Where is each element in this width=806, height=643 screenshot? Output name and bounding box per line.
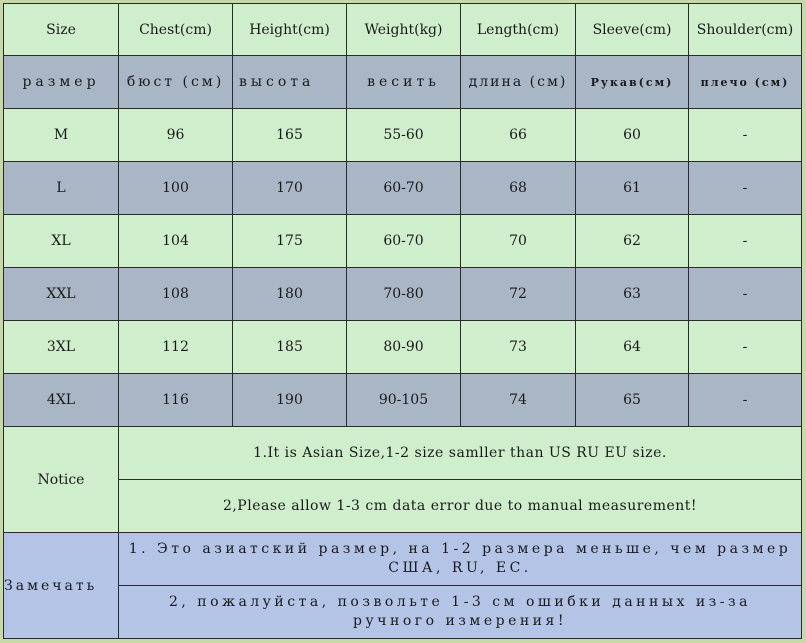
header-chest: Chest(cm) [119, 4, 233, 56]
cell-weight: 70-80 [347, 268, 461, 321]
notice-ru-line-2: 2, пожалуйста, позвольте 1-3 см ошибки данных из-за ручного измерения! [119, 586, 802, 639]
table-row [4, 215, 802, 268]
cell-height: 190 [233, 374, 347, 427]
table-row [4, 374, 802, 427]
notice-ru-row-1 [4, 533, 802, 586]
cell-sleeve: 62 [576, 215, 689, 268]
cell-size: XXL [4, 268, 119, 321]
cell-length: 68 [461, 162, 576, 215]
cell-shoulder: - [689, 109, 802, 162]
header-row-en [4, 4, 802, 56]
cell-chest: 100 [119, 162, 233, 215]
size-table [3, 3, 802, 639]
cell-shoulder: - [689, 215, 802, 268]
cell-weight: 55-60 [347, 109, 461, 162]
cell-sleeve: 63 [576, 268, 689, 321]
cell-length: 70 [461, 215, 576, 268]
table-row [4, 268, 802, 321]
notice-row-2 [4, 480, 802, 533]
cell-size: 3XL [4, 321, 119, 374]
cell-chest: 104 [119, 215, 233, 268]
cell-height: 185 [233, 321, 347, 374]
cell-length: 73 [461, 321, 576, 374]
cell-height: 170 [233, 162, 347, 215]
cell-length: 74 [461, 374, 576, 427]
header-ru-height: высота [233, 56, 347, 109]
cell-chest: 112 [119, 321, 233, 374]
cell-chest: 116 [119, 374, 233, 427]
header-shoulder: Shoulder(cm) [689, 4, 802, 56]
cell-weight: 60-70 [347, 162, 461, 215]
header-weight: Weight(kg) [347, 4, 461, 56]
table-row [4, 321, 802, 374]
header-sleeve: Sleeve(cm) [576, 4, 689, 56]
cell-shoulder: - [689, 374, 802, 427]
notice-label: Notice [4, 427, 119, 533]
cell-shoulder: - [689, 268, 802, 321]
notice-ru-label: Замечать [4, 533, 119, 639]
cell-size: M [4, 109, 119, 162]
header-ru-weight: весить [347, 56, 461, 109]
cell-size: 4XL [4, 374, 119, 427]
header-ru-size: размер [4, 56, 119, 109]
cell-height: 175 [233, 215, 347, 268]
cell-weight: 80-90 [347, 321, 461, 374]
cell-sleeve: 64 [576, 321, 689, 374]
notice-ru-row-2 [4, 586, 802, 639]
cell-sleeve: 65 [576, 374, 689, 427]
cell-size: L [4, 162, 119, 215]
header-length: Length(cm) [461, 4, 576, 56]
cell-size: XL [4, 215, 119, 268]
header-row-ru [4, 56, 802, 109]
header-ru-shoulder: плечо (см) [689, 56, 802, 109]
cell-height: 165 [233, 109, 347, 162]
cell-chest: 108 [119, 268, 233, 321]
header-ru-length: длина (см) [461, 56, 576, 109]
header-height: Height(cm) [233, 4, 347, 56]
table-row [4, 109, 802, 162]
header-ru-chest: бюст (см) [119, 56, 233, 109]
cell-shoulder: - [689, 321, 802, 374]
cell-weight: 90-105 [347, 374, 461, 427]
cell-shoulder: - [689, 162, 802, 215]
cell-length: 66 [461, 109, 576, 162]
cell-height: 180 [233, 268, 347, 321]
header-size: Size [4, 4, 119, 56]
notice-line-1: 1.It is Asian Size,1-2 size samller than US RU EU size. [119, 427, 802, 480]
cell-length: 72 [461, 268, 576, 321]
cell-sleeve: 60 [576, 109, 689, 162]
cell-weight: 60-70 [347, 215, 461, 268]
notice-line-2: 2,Please allow 1-3 cm data error due to manual measurement! [119, 480, 802, 533]
notice-row-1 [4, 427, 802, 480]
notice-ru-line-1: 1. Это азиатский размер, на 1-2 размера меньше, чем размер США, RU, ЕС. [119, 533, 802, 586]
cell-chest: 96 [119, 109, 233, 162]
table-row [4, 162, 802, 215]
header-ru-sleeve: Рукав(см) [576, 56, 689, 109]
cell-sleeve: 61 [576, 162, 689, 215]
